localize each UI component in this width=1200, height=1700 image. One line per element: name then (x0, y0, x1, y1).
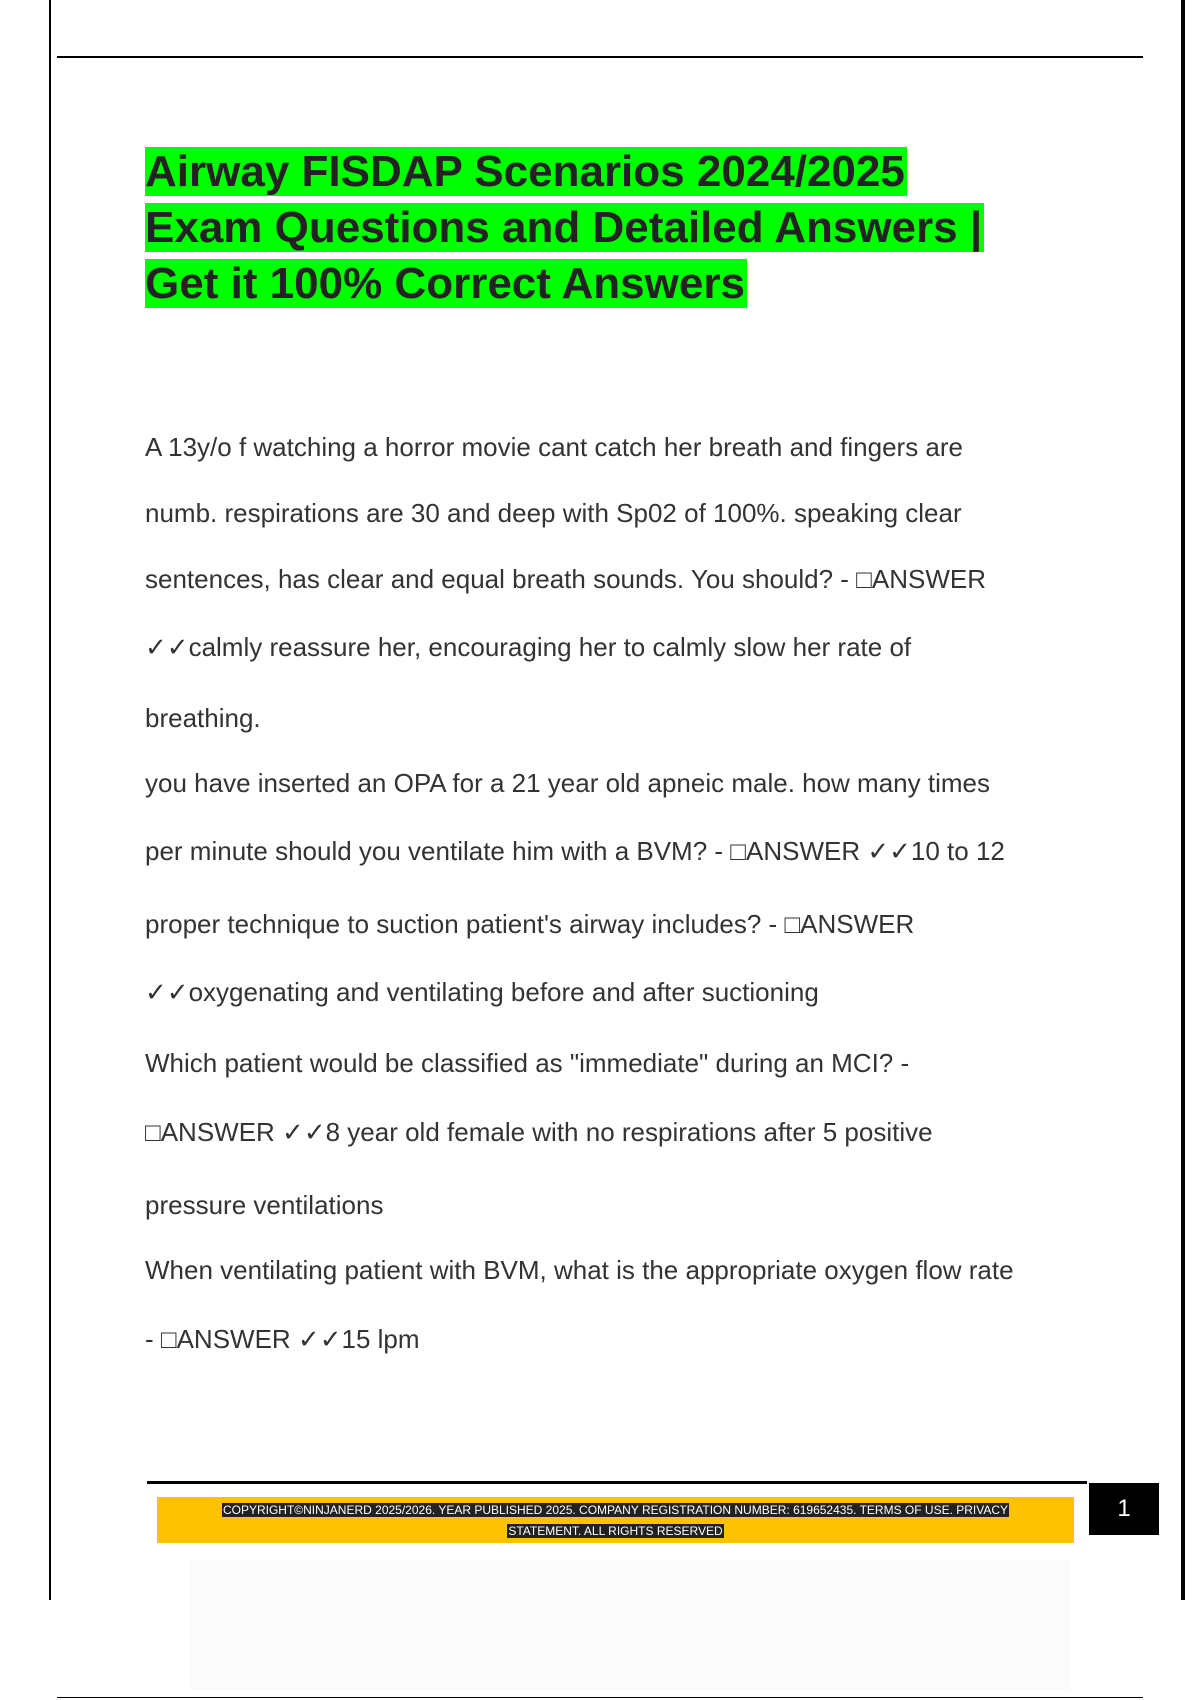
body-line-13: When ventilating patient with BVM, what is the appropriate oxygen flow rate (145, 1255, 1014, 1285)
title-line-2: Exam Questions and Detailed Answers | (145, 203, 983, 252)
footer-rule (147, 1481, 1087, 1484)
body-line-11: □ANSWER ✓✓8 year old female with no respirations after 5 positive (145, 1117, 933, 1147)
page-number: 1 (1089, 1483, 1159, 1535)
body-line-8: proper technique to suction patient's airway includes? - □ANSWER (145, 909, 915, 939)
body-line-6: you have inserted an OPA for a 21 year old apneic male. how many times (145, 768, 990, 798)
header-rule (57, 56, 1143, 58)
page-border-left (49, 0, 51, 1600)
title-line-3: Get it 100% Correct Answers (145, 259, 745, 308)
title-line-1: Airway FISDAP Scenarios 2024/2025 (145, 147, 905, 196)
body-line-1: A 13y/o f watching a horror movie cant catch her breath and fingers are (145, 432, 964, 462)
body-line-5: breathing. (145, 703, 261, 733)
body-line-10: Which patient would be classified as "immediate" during an MCI? - (145, 1048, 910, 1078)
footer-copyright-line-1: COPYRIGHT©NINJANERD 2025/2026. YEAR PUBLISHED 2025. COMPANY REGISTRATION NUMBER: 619652435. TERMS OF USE. PRIVACY (222, 1503, 1009, 1517)
body-line-4: ✓✓calmly reassure her, encouraging her to calmly slow her rate of (145, 632, 912, 662)
body-line-9: ✓✓oxygenating and ventilating before and after suctioning (145, 977, 819, 1007)
body-line-2: numb. respirations are 30 and deep with Sp02 of 100%. speaking clear (145, 498, 962, 528)
footer-copyright-line-2: STATEMENT. ALL RIGHTS RESERVED (508, 1524, 723, 1538)
body-line-14: - □ANSWER ✓✓15 lpm (145, 1324, 420, 1354)
page-bottom-area (190, 1560, 1070, 1690)
body-line-12: pressure ventilations (145, 1190, 384, 1220)
next-page-rule (57, 1697, 1143, 1698)
document-title (145, 144, 1105, 312)
page-border-right (1181, 0, 1185, 1600)
footer-copyright (157, 1500, 1074, 1542)
body-line-3: sentences, has clear and equal breath sounds. You should? - □ANSWER (145, 564, 987, 594)
body-line-7: per minute should you ventilate him with a BVM? - □ANSWER ✓✓10 to 12 (145, 836, 1005, 866)
